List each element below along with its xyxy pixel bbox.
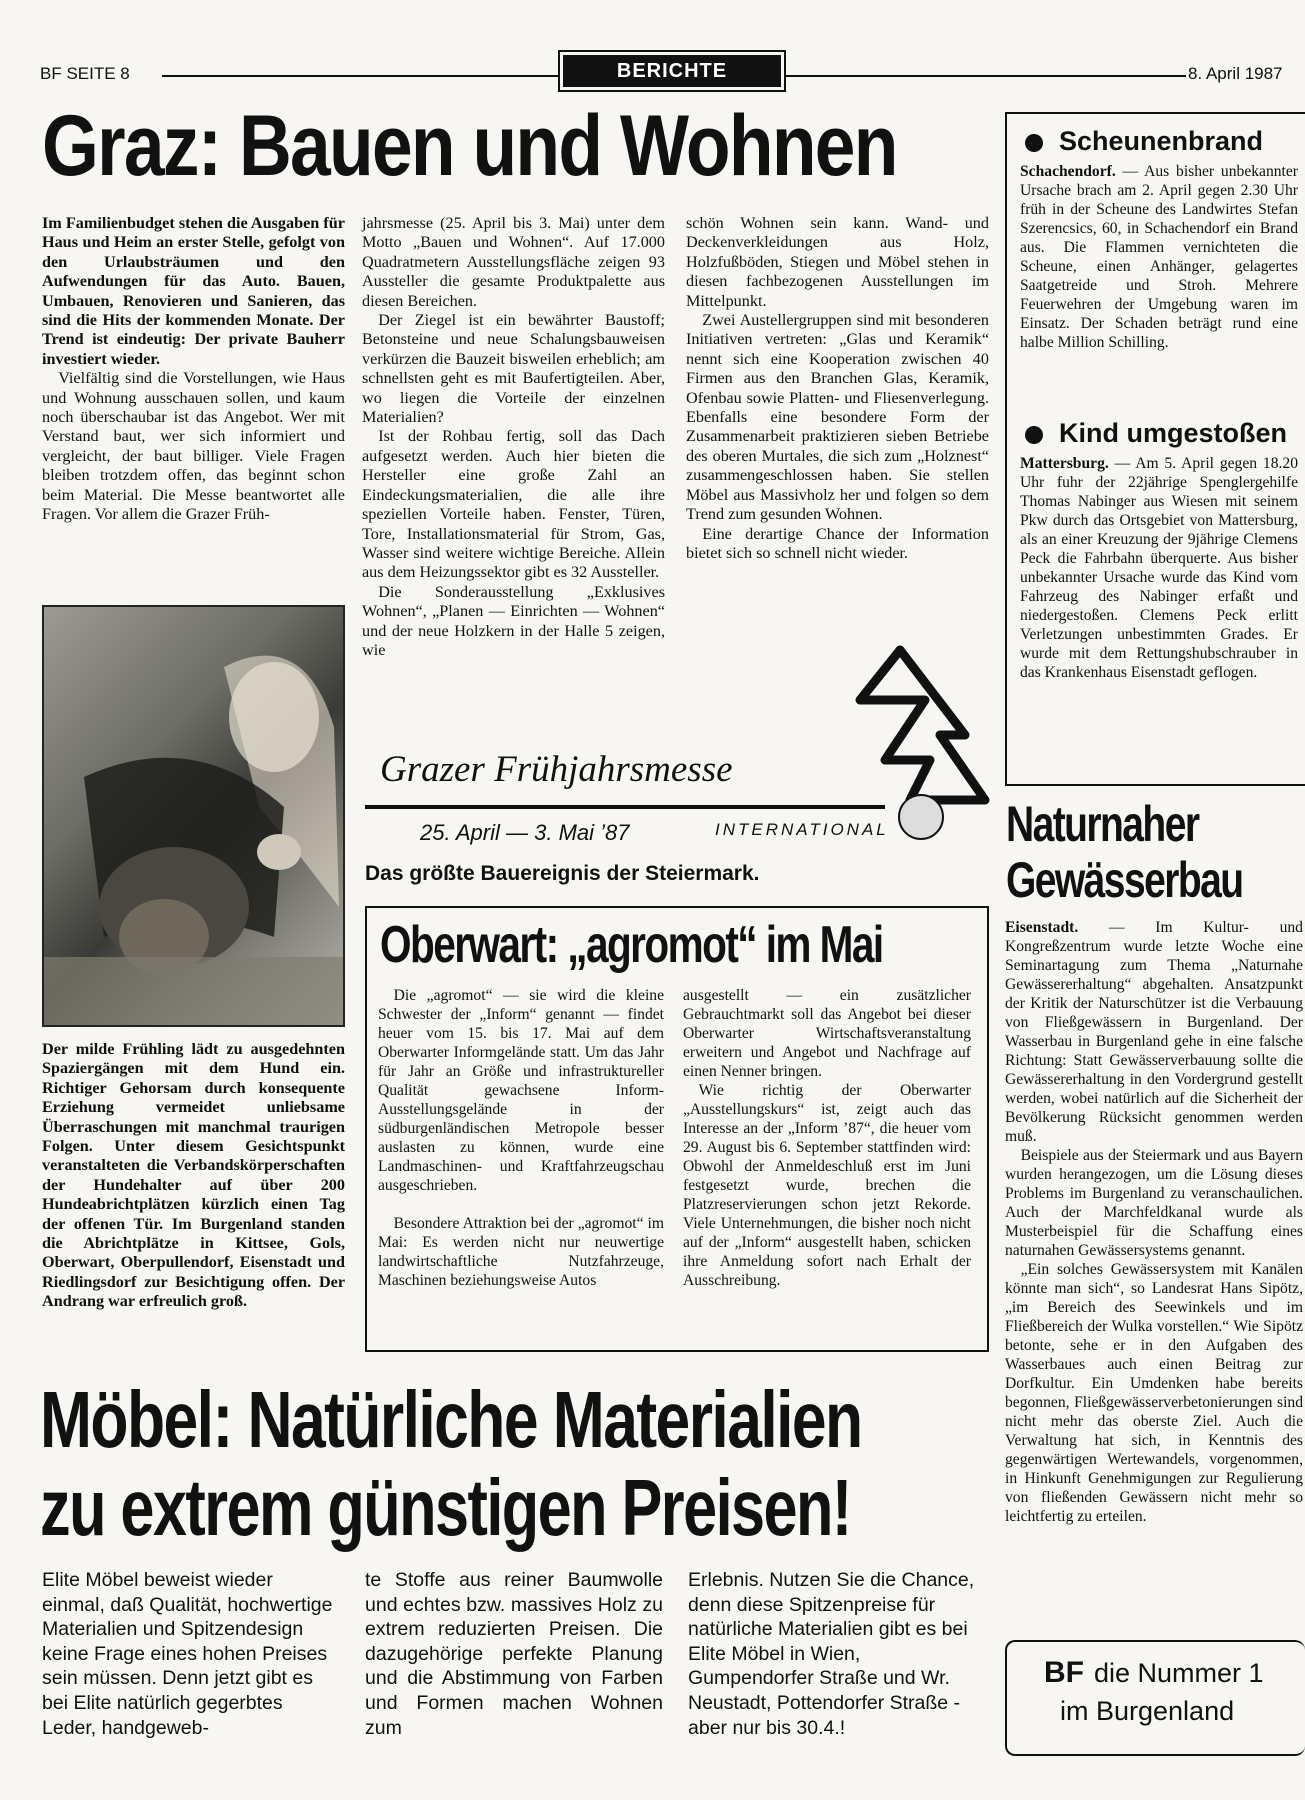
fair-tagline: Das größte Bauereignis der Steiermark. xyxy=(365,862,760,885)
main-article-paragraph: Eine derartige Chance der Information bietet sich so schnell nicht wieder. xyxy=(686,524,989,562)
page-label: BF SEITE 8 xyxy=(40,64,130,83)
main-headline: Graz: Bauen und Wohnen xyxy=(42,98,897,194)
promo-line2: im Burgenland xyxy=(1060,1696,1235,1726)
news-scheunenbrand xyxy=(1020,162,1298,352)
fair-emblem xyxy=(898,794,944,840)
agromot-col2 xyxy=(683,986,971,1290)
page-date: 8. April 1987 xyxy=(1188,64,1283,83)
news-place: Mattersburg. xyxy=(1020,455,1109,472)
main-article-paragraph: schön Wohnen sein kann. Wand- und Deckenverkleidungen aus Holz, Holzfußböden, Stiegen und Möbel stehen in diesen fachbezogenen Ausstellungen im Mittelpunkt. xyxy=(686,214,989,310)
promo-bf: BF xyxy=(1044,1656,1084,1689)
section-label: BERICHTE xyxy=(563,55,781,87)
main-article-paragraph: jahrsmesse (25. April bis 3. Mai) unter dem Motto „Bauen und Wohnen“. Auf 17.000 Quadratmetern Ausstellungsfläche zeigen 93 Aussteller die gesamte Produktpalette aus diesen Bereichen. xyxy=(362,214,665,310)
furniture-headline-1: Möbel: Natürliche Materialien xyxy=(40,1375,862,1464)
article-text: — Im Kultur- und Kongreßzentrum wurde letzte Woche eine Seminartagung zum Thema „Naturnahe Gewässererhaltung“ abgehalten. Ansatzpunkt der Kritik der Naturschützer ist die Verbauung von Fließgewässern in Burgenland. Der Wasserbau in Burgenland gehe in eine falsche Richtung: Statt Gewässerverbauung sollte die Gewässererhaltung in den Vordergrund gestellt werden, wobei natürlich auf die Sicherheit der Bevölkerung Rücksicht genommen werden muß. xyxy=(1005,919,1303,1145)
agromot-paragraph: Wie richtig der Oberwarter „Ausstellungskurs“ ist, zeigt auch das Interesse an der „Inform ’87“, die heuer vom 29. August bis 6. September stattfinden wird: Obwohl der Anmeldeschluß erst im Juni festgesetzt wurde, brechen die Platzreservierungen schon jetzt Rekorde. Viele Unternehmungen, die bisher noch nicht auf der „Inform“ ausgestellt haben, schicken ihre Anmeldung sofort nach Erhalt der Ausschreibung. xyxy=(683,1082,971,1289)
dog-photo xyxy=(42,605,345,1027)
header-rule-right xyxy=(786,75,1186,77)
main-article-col2 xyxy=(362,214,665,660)
news-kind-title: Kind umgestoßen xyxy=(1025,418,1287,449)
main-article-paragraph: Ist der Rohbau fertig, soll das Dach aufgesetzt werden. Auch hier bieten die Hersteller eine große Zahl an Eindeckungsmaterialien, die alle ihre speziellen Vorteile haben. Fenster, Türen, Tore, Installationsmaterial für Strom, Gas, Wasser sind weitere wichtige Bereiche. Allein aus dem Heizungssektor gibt es 32 Aussteller. xyxy=(362,427,665,582)
main-article-col3 xyxy=(686,214,989,563)
bullet-icon xyxy=(1025,426,1043,444)
news-place: Schachendorf. xyxy=(1020,163,1116,180)
photo-caption: Der milde Frühling lädt zu ausgedehnten Spaziergängen mit dem Hund ein. Richtiger Gehorsam durch konsequente Erziehung vermeidet unliebsame Überraschungen mit manchmal traurigen Folgen. Unter diesem Gesichtspunkt veranstalteten die Verbandskörperschaften der Hundehalter auf über 200 Hundeabrichtplätzen kürzlich einen Tag der offenen Tür. Im Burgenland standen die Abrichtplätze in Kittsee, Gols, Oberwart, Oberpullendorf, Eisenstadt und Riedlingsdorf zur Besichtigung offen. Der Andrang war erfreulich groß. xyxy=(42,1040,345,1311)
agromot-paragraph: ausgestellt — ein zusätzlicher Gebrauchtmarkt soll das Angebot bei dieser Oberwarter Wirtschaftsveranstaltung erweitern und Angebot und Nachfrage auf einen Nenner bringen. xyxy=(683,987,971,1080)
furniture-ad-col2: te Stoffe aus reiner Baumwolle und echtes bzw. massives Holz zu extrem reduzierten Preisen. Die dazugehörige perfekte Planung und die Abstimmung von Farben und Formen machen Wohnen zum xyxy=(365,1569,663,1739)
article-paragraph: Beispiele aus der Steiermark und aus Bayern wurden herangezogen, um die Lösung dieses Problems im Burgenland zu veranschaulichen. Auch der Marchfeldkanal wurde als Musterbeispiel für die Schaffung eines naturnahen Gewässersystems genannt. xyxy=(1005,1147,1303,1259)
main-article-paragraph: Die Sonderausstellung „Exklusives Wohnen“, „Planen — Einrichten — Wohnen“ und der neue Holzkern in der Halle 5 zeigen, wie xyxy=(362,582,665,659)
agromot-headline: Oberwart: „agromot“ im Mai xyxy=(380,916,883,974)
furniture-ad-col1: Elite Möbel beweist wieder einmal, daß Qualität, hochwertige Materialien und Spitzendesign keine Frage eines hohen Preises sein müssen. Denn jetzt gibt es bei Elite natürlich gegerbtes Leder, handgeweb- xyxy=(42,1569,333,1739)
gewaesserbau-headline-2: Gewässerbau xyxy=(1006,852,1243,908)
main-article-col1 xyxy=(42,214,345,525)
header-rule-left xyxy=(162,75,560,77)
bullet-icon xyxy=(1025,134,1043,152)
gewaesserbau-article xyxy=(1005,918,1303,1526)
furniture-ad-col3: Erlebnis. Nutzen Sie die Chance, denn diese Spitzenpreise für natürliche Materialien gibt es bei Elite Möbel in Wien, Gumpendorfer Straße und Wr. Neustadt, Pottendorfer Straße - aber nur bis 30.4.! xyxy=(688,1569,975,1739)
news-scheunenbrand-title: Scheunenbrand xyxy=(1025,126,1263,157)
agromot-paragraph: Besondere Attraktion bei der „agromot“ im Mai: Es werden nicht nur neuwertige landwirtschaftliche Nutzfahrzeuge, Maschinen beziehungsweise Autos xyxy=(378,1215,664,1289)
news-text: — Am 5. April gegen 18.20 Uhr fuhr der 22jährige Spenglergehilfe Thomas Nabinger aus Wiesen mit seinem Pkw durch das Ortsgebiet von Mattersburg, als an einer Kreuzung der 9jährige Clemens Peck die Fahrbahn überquerte. Aus bisher unbekannter Ursache wurde das Kind vom Fahrzeug des Nabinger erfaßt und niedergestoßen. Clemens Peck erlitt Verletzungen unbestimmten Grades. Er wurde mit dem Rettungshubschrauber in das Krankenhaus Eisenstadt geflogen. xyxy=(1020,455,1298,681)
fair-international: INTERNATIONAL xyxy=(715,820,889,839)
news-kind xyxy=(1020,454,1298,682)
promo-line1: die Nummer 1 xyxy=(1094,1658,1264,1688)
main-article-paragraph: Vielfältig sind die Vorstellungen, wie Haus und Wohnung ausschauen sollen, und kaum noch überschaubar ist das Angebot. Wer mit Verstand baut, wer sich informiert und vergleicht, der baut billiger. Viele Fragen bleiben trotzdem offen, das beginnt schon beim Material. Die Messe beantwortet alle Fragen. Vor allem die Grazer Früh- xyxy=(42,369,345,524)
main-article-lead: Im Familienbudget stehen die Ausgaben für Haus und Heim an erster Stelle, gefolgt von den Urlaubsträumen und den Aufwendungen für das Auto. Bauen, Umbauen, Renovieren und Sanieren, das sind die Hits der kommenden Monate. Der Trend ist eindeutig: Der private Bauherr investiert wieder. xyxy=(42,214,345,368)
fair-dates: 25. April — 3. Mai ’87 xyxy=(420,820,630,845)
gewaesserbau-headline-1: Naturnaher xyxy=(1006,796,1199,852)
main-article-paragraph: Der Ziegel ist ein bewährter Baustoff; Betonsteine und neue Schalungsbauweisen verkürzen die Bauzeit bisweilen erheblich; am schnellsten geht es mit Baufertigteilen. Aber, wo liegen die Vorteile der einzelnen Materialien? xyxy=(362,311,665,427)
dog-photo-illustration xyxy=(44,607,343,1025)
article-paragraph: „Ein solches Gewässersystem mit Kanälen könnte man sich“, so Landesrat Hans Sipötz, „im Bereich des Seewinkels und im Fließbereich der Wulka vorstellen.“ Wie Sipötz betonte, sehe er in den Aufgaben des Wasserbaues auch einen Beitrag zur Dorfkultur. Ein Umdenken habe bereits begonnen, Fließgewässerverbetonierungen sind nicht mehr das oberste Ziel. Auch die Verwaltung hat sich, in Kenntnis des gegenwärtigen Wertewandels, vorgenommen, in Hinkunft Genehmigungen zur Regulierung von fließenden Gewässern nicht mehr so leichtfertig zu erteilen. xyxy=(1005,1261,1303,1525)
agromot-col1 xyxy=(378,986,664,1290)
main-article-paragraph: Zwei Austellergruppen sind mit besonderen Initiativen vertreten: „Glas und Keramik“ nennt sich eine Kooperation zwischen 40 Firmen aus den Branchen Glas, Keramik, Ofenbau sowie Platten- und Fliesenverlegung. Ebenfalls eine besondere Form der Zusammenarbeit praktizieren sieben Betriebe des oberen Murtales, die sich zum „Holznest“ zusammengeschlossen haben. Sie stellen Möbel aus Massivholz her und folgen so dem Trend zum gesunden Wohnen. xyxy=(686,311,989,524)
fair-logo xyxy=(830,640,1000,810)
news-text: — Aus bisher unbekannter Ursache brach am 2. April gegen 2.30 Uhr früh in der Scheune des Landwirtes Stefan Szerencsics, 60, in Schachendorf ein Brand aus. Die Flammen vernichteten die Scheune, einen Anhänger, gelagertes Saatgetreide und Stroh. Mehrere Feuerwehren der Umgebung waren im Einsatz. Der Schaden beträgt rund eine halbe Million Schilling. xyxy=(1020,163,1298,351)
fair-title: Grazer Frühjahrsmesse xyxy=(380,749,733,790)
article-place: Eisenstadt. xyxy=(1005,919,1079,936)
fair-rule xyxy=(365,805,885,809)
agromot-paragraph: Die „agromot“ — sie wird die kleine Schwester der „Inform“ genannt — findet heuer vom 15. bis 17. Mai auf dem Oberwarter Informgelände statt. Um das Jahr für Jahr an Größe und infrastruktureller Qualität gewachsene Inform-Ausstellungsgelände in der südburgenländischen Metropole besser auslasten zu können, wurde eine Landmaschinen- und Kraftfahrzeugschau ausgeschrieben. xyxy=(378,987,664,1194)
furniture-headline-2: zu extrem günstigen Preisen! xyxy=(40,1463,851,1552)
